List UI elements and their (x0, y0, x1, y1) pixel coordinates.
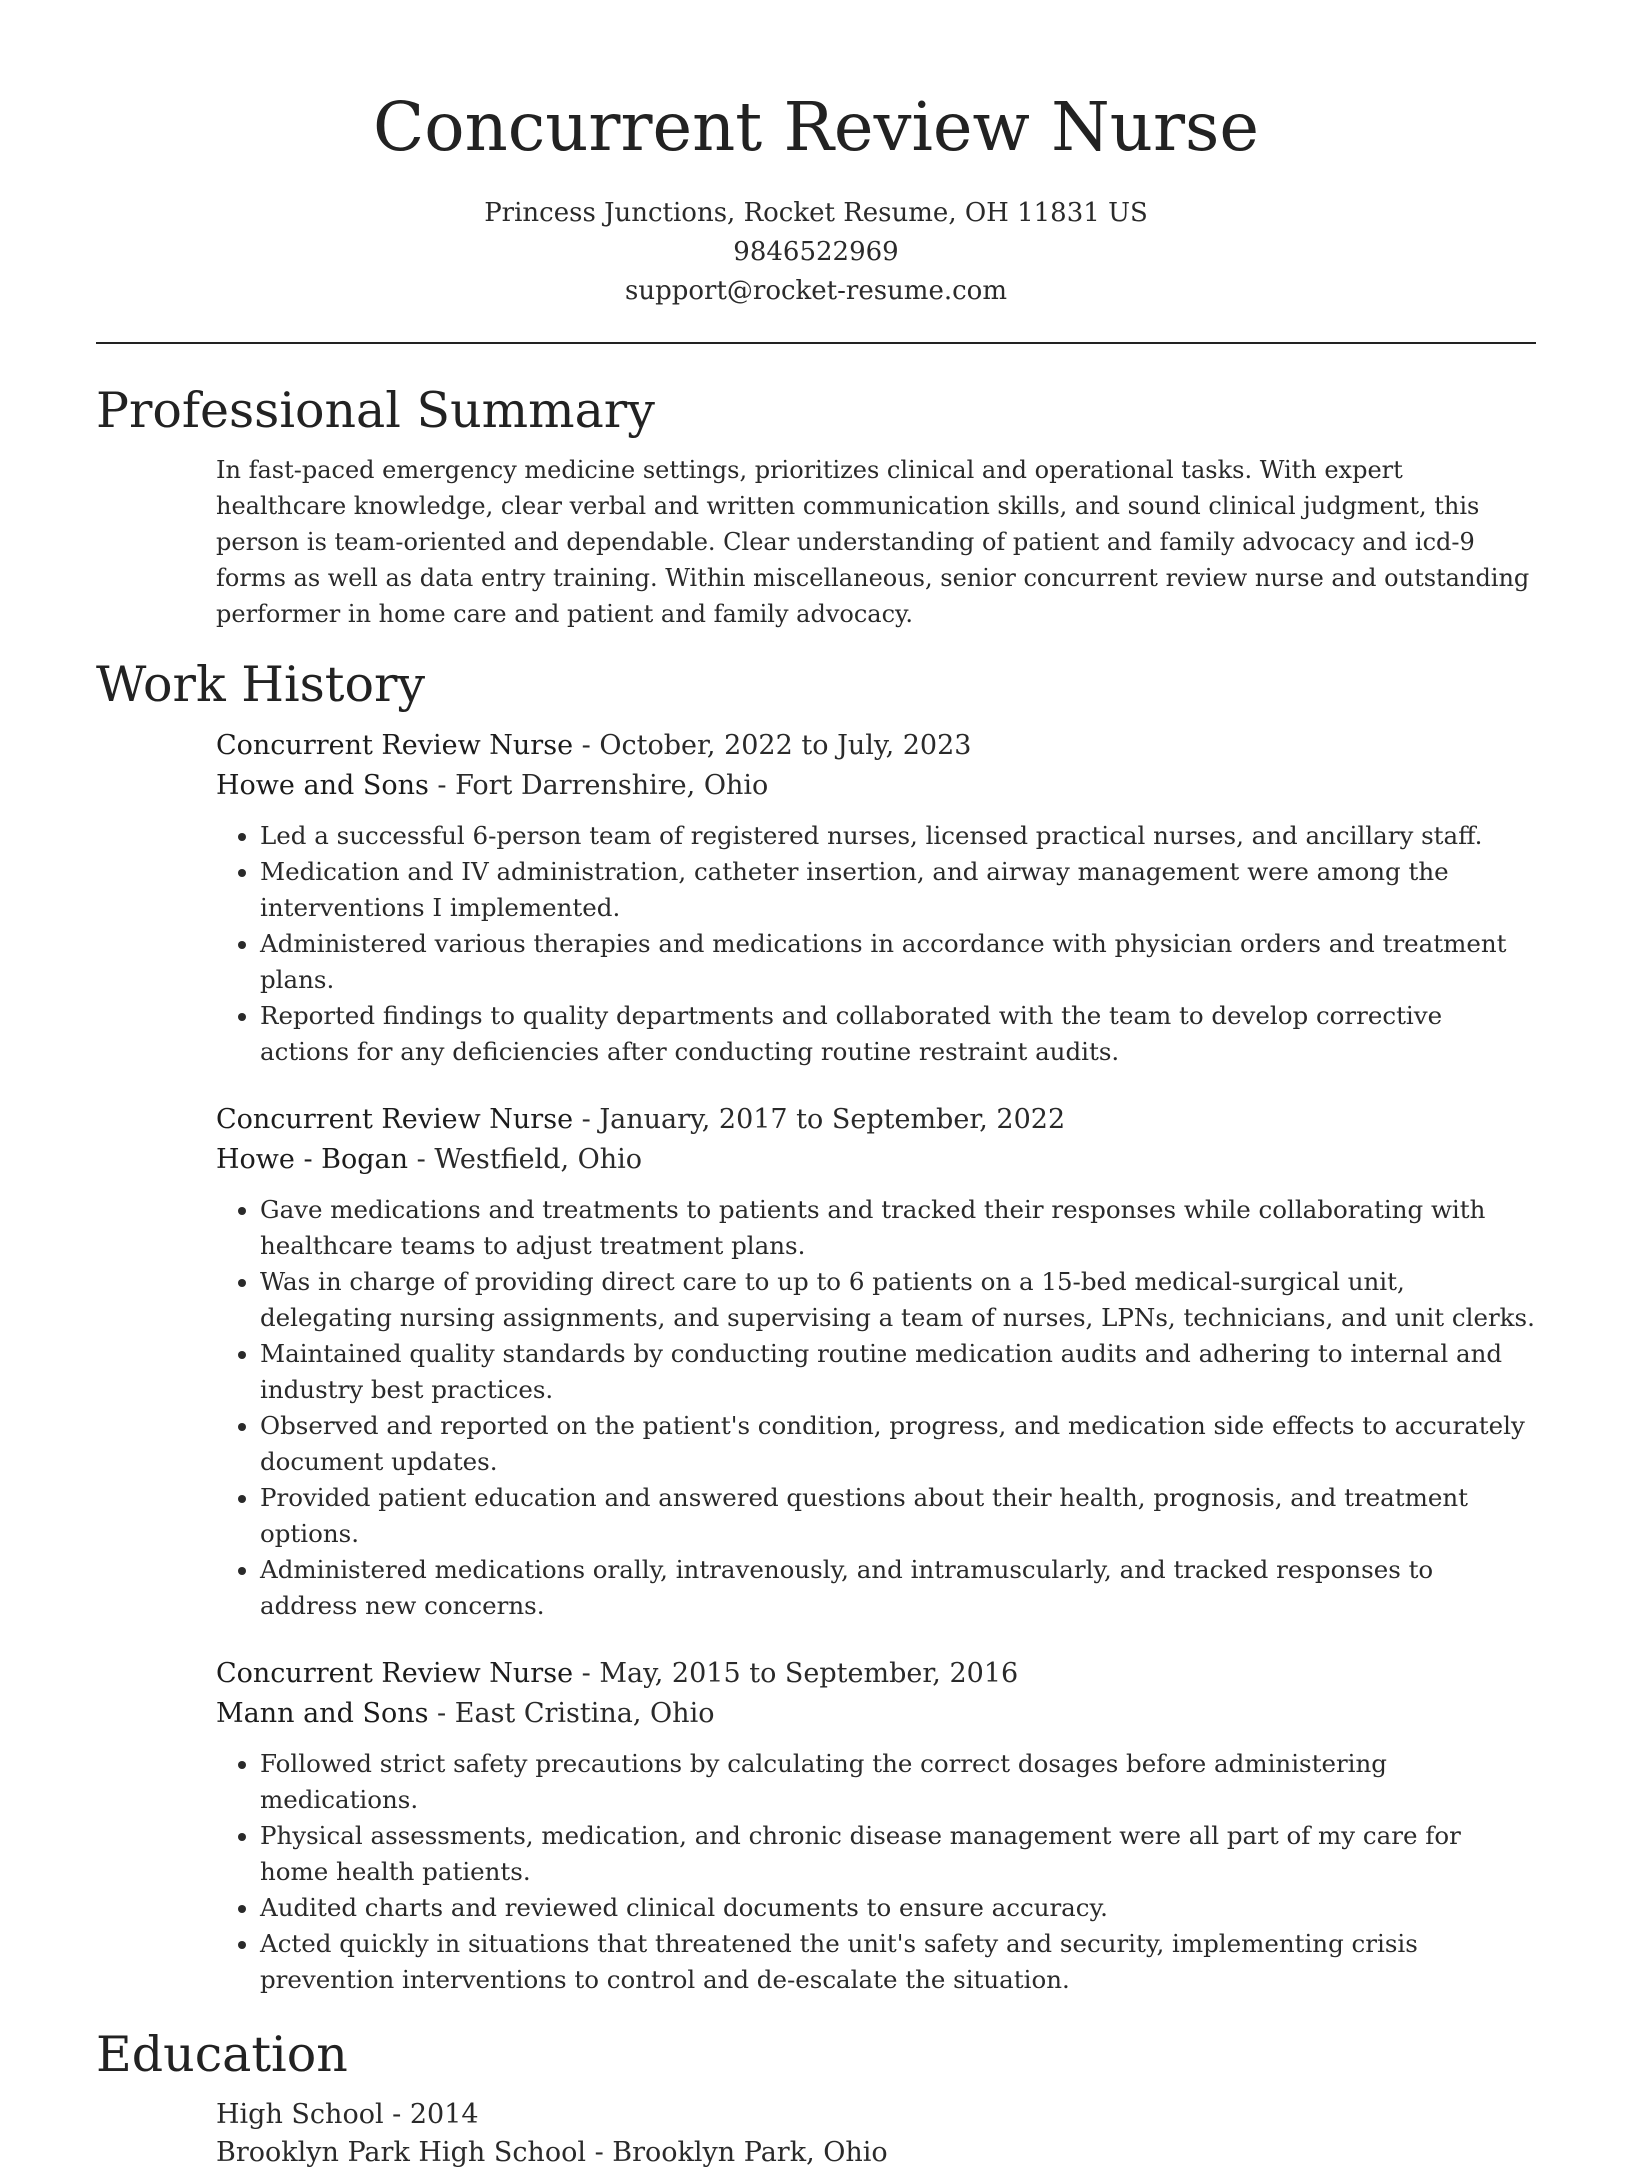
header-divider (96, 342, 1536, 344)
summary-section (96, 376, 1536, 632)
job-location: - Westfield, Ohio (408, 1144, 643, 1175)
job-role: Concurrent Review Nurse (216, 1104, 574, 1135)
job-location: - Fort Darrenshire, Ohio (428, 770, 769, 801)
job-bullet: • Observed and reported on the patient's condition, progress, and medication side effects to accurately document updates. (260, 1408, 1536, 1480)
job-role: Concurrent Review Nurse (216, 1658, 574, 1689)
job-dates: - May, 2015 to September, 2016 (573, 1658, 1019, 1689)
job-bullet: • Reported findings to quality departments and collaborated with the team to develop corrective actions for any deficiencies after conducting routine restraint audits. (260, 998, 1536, 1070)
job-employer: Howe and Sons (216, 770, 429, 801)
education-location: - Brooklyn Park, Ohio (585, 2137, 888, 2168)
work-history-title: Work History (96, 656, 426, 713)
education-title: Education (96, 2026, 348, 2083)
phone: 9846522969 (733, 237, 899, 267)
job-bullet: • Led a successful 6-person team of registered nurses, licensed practical nurses, and ancillary staff. (260, 818, 1536, 854)
job-bullet: • Physical assessments, medication, and chronic disease management were all part of my care for home health patients. (260, 1818, 1536, 1890)
job-entry (216, 726, 1536, 1070)
job-title-line (216, 1100, 1536, 1140)
job-title-line (216, 1654, 1536, 1694)
job-role: Concurrent Review Nurse (216, 730, 574, 761)
job-org-line (216, 766, 1536, 806)
job-org-line (216, 1140, 1536, 1180)
job-title-line (216, 726, 1536, 766)
address: Princess Junctions, Rocket Resume, OH 11831 US (484, 198, 1148, 228)
job-org-line (216, 1694, 1536, 1734)
education-degree: High School (216, 2099, 384, 2130)
candidate-name: Concurrent Review Nurse (372, 88, 1260, 166)
summary-title: Professional Summary (96, 382, 655, 439)
job-bullet: • Administered medications orally, intravenously, and intramuscularly, and tracked responses to address new concerns. (260, 1552, 1536, 1624)
job-bullet: • Gave medications and treatments to patients and tracked their responses while collaborating with healthcare teams to adjust treatment plans. (260, 1192, 1536, 1264)
job-bullets (216, 1746, 1536, 1998)
job-bullet: • Medication and IV administration, catheter insertion, and airway management were among the interventions I implemented. (260, 854, 1536, 926)
job-bullet: • Provided patient education and answered questions about their health, prognosis, and treatment options. (260, 1480, 1536, 1552)
job-entry (216, 1654, 1536, 1998)
job-employer: Mann and Sons (216, 1698, 429, 1729)
education-section (96, 2020, 1536, 2172)
job-employer: Howe - Bogan (216, 1144, 409, 1175)
job-bullet: • Followed strict safety precautions by calculating the correct dosages before administering medications. (260, 1746, 1536, 1818)
resume-header (0, 82, 1632, 311)
job-entry (216, 1100, 1536, 1624)
job-bullet: • Audited charts and reviewed clinical documents to ensure accuracy. (260, 1890, 1536, 1926)
job-bullet: • Acted quickly in situations that threatened the unit's safety and security, implementing crisis prevention interventions to control and de-escalate the situation. (260, 1926, 1536, 1998)
job-dates: - January, 2017 to September, 2022 (573, 1104, 1066, 1135)
work-history-section (96, 650, 1536, 1998)
job-bullet: • Was in charge of providing direct care to up to 6 patients on a 15-bed medical-surgical unit, delegating nursing assignments, and supervising a team of nurses, LPNs, technicians, and unit clerks. (260, 1264, 1536, 1336)
job-dates: - October, 2022 to July, 2023 (573, 730, 972, 761)
job-bullets (216, 1192, 1536, 1624)
education-degree-line (216, 2096, 1536, 2134)
education-school-line (216, 2134, 1536, 2172)
education-school: Brooklyn Park High School (216, 2137, 586, 2168)
job-bullet: • Maintained quality standards by conducting routine medication audits and adhering to internal and industry best practices. (260, 1336, 1536, 1408)
job-location: - East Cristina, Ohio (428, 1698, 715, 1729)
resume-content (96, 376, 1536, 2172)
education-year: - 2014 (383, 2099, 479, 2130)
job-bullets (216, 818, 1536, 1070)
summary-text: In fast-paced emergency medicine settings, prioritizes clinical and operational tasks. With expert healthcare knowledge, clear verbal and written communication skills, and sound clinical judgment, this person is team-oriented and dependable. Clear understanding of patient and family advocacy and icd-9 forms as well as data entry training. Within miscellaneous, senior concurrent review nurse and outstanding performer in home care and patient and family advocacy. (216, 456, 1530, 628)
email: support@rocket-resume.com (624, 276, 1007, 306)
job-bullet: • Administered various therapies and medications in accordance with physician orders and treatment plans. (260, 926, 1536, 998)
